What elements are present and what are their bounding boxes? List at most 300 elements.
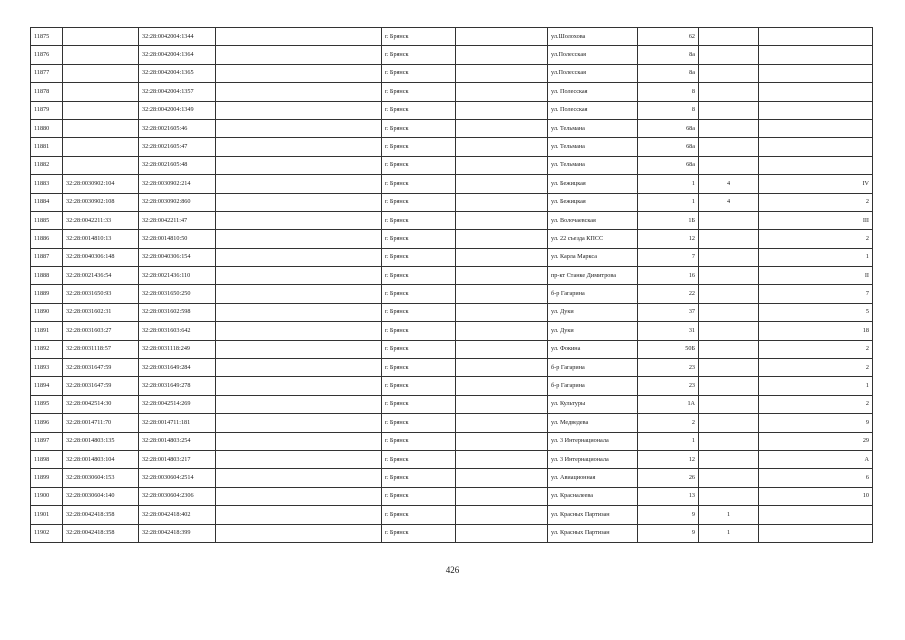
cell-blank: [456, 83, 548, 101]
cell-city: г. Брянск: [382, 46, 456, 64]
cell-apartment: 29: [759, 432, 873, 450]
cell-street: ул. Культуры: [548, 395, 638, 413]
cell-apartment: 7: [759, 285, 873, 303]
table-row: [31, 487, 873, 505]
cell-blank: [456, 64, 548, 82]
cell-building: [699, 340, 759, 358]
cell-parcel-number: 32:28:0030902:108: [63, 193, 139, 211]
cell-street: ул. Полесская: [548, 83, 638, 101]
cell-row-number: 11884: [31, 193, 63, 211]
cell-object-number: 32:28:0042004:1365: [139, 64, 216, 82]
cell-blank: [456, 211, 548, 229]
table-row: [31, 395, 873, 413]
cell-building: [699, 303, 759, 321]
cell-row-number: 11879: [31, 101, 63, 119]
cell-blank: [456, 487, 548, 505]
table-row: [31, 469, 873, 487]
cell-row-number: 11885: [31, 211, 63, 229]
cell-street: ул. Красных Партизан: [548, 524, 638, 542]
cell-house: 2: [638, 414, 699, 432]
cell-row-number: 11902: [31, 524, 63, 542]
cell-street: ул. 3 Интернационала: [548, 432, 638, 450]
cell-parcel-number: 32:28:0030902:104: [63, 175, 139, 193]
cell-street: ул. Тельмана: [548, 156, 638, 174]
cell-apartment: [759, 156, 873, 174]
cell-house: 13: [638, 487, 699, 505]
cell-blank: [216, 46, 382, 64]
cell-blank: [216, 248, 382, 266]
cell-row-number: 11882: [31, 156, 63, 174]
cell-blank: [216, 432, 382, 450]
cell-row-number: 11891: [31, 322, 63, 340]
cell-object-number: 32:28:0042418:402: [139, 506, 216, 524]
cell-city: г. Брянск: [382, 138, 456, 156]
cell-blank: [456, 377, 548, 395]
cell-blank: [456, 138, 548, 156]
cell-parcel-number: [63, 64, 139, 82]
cell-blank: [456, 432, 548, 450]
table-row: [31, 211, 873, 229]
cell-apartment: 6: [759, 469, 873, 487]
cell-parcel-number: 32:28:0042418:358: [63, 524, 139, 542]
cell-blank: [456, 450, 548, 468]
cell-blank: [216, 487, 382, 505]
cell-object-number: 32:28:0042418:399: [139, 524, 216, 542]
cell-city: г. Брянск: [382, 432, 456, 450]
cell-apartment: 2: [759, 359, 873, 377]
cell-street: ул. Тельмана: [548, 119, 638, 137]
cell-building: [699, 156, 759, 174]
cell-parcel-number: [63, 28, 139, 46]
table-row: [31, 322, 873, 340]
cell-building: [699, 101, 759, 119]
cell-city: г. Брянск: [382, 377, 456, 395]
cell-house: 1: [638, 432, 699, 450]
cell-row-number: 11897: [31, 432, 63, 450]
cell-row-number: 11898: [31, 450, 63, 468]
cell-row-number: 11875: [31, 28, 63, 46]
cell-apartment: 2: [759, 230, 873, 248]
cell-apartment: [759, 28, 873, 46]
cell-apartment: 2: [759, 395, 873, 413]
cell-row-number: 11880: [31, 119, 63, 137]
cell-blank: [216, 83, 382, 101]
table-row: [31, 450, 873, 468]
cell-apartment: III: [759, 211, 873, 229]
cell-blank: [216, 193, 382, 211]
cell-building: [699, 64, 759, 82]
cell-house: 62: [638, 28, 699, 46]
cell-apartment: [759, 64, 873, 82]
cell-parcel-number: 32:28:0031603:27: [63, 322, 139, 340]
table-row: [31, 138, 873, 156]
table-row: [31, 119, 873, 137]
cell-object-number: 32:28:0030604:2306: [139, 487, 216, 505]
cell-blank: [216, 377, 382, 395]
cell-parcel-number: [63, 138, 139, 156]
table-row: [31, 432, 873, 450]
cell-house: 9: [638, 524, 699, 542]
cell-building: [699, 28, 759, 46]
cell-city: г. Брянск: [382, 340, 456, 358]
cell-parcel-number: [63, 119, 139, 137]
cell-parcel-number: 32:28:0014803:135: [63, 432, 139, 450]
cell-object-number: 32:28:0042514:269: [139, 395, 216, 413]
cell-parcel-number: 32:28:0014810:13: [63, 230, 139, 248]
cell-object-number: 32:28:0031118:249: [139, 340, 216, 358]
cell-object-number: 32:28:0030604:2514: [139, 469, 216, 487]
cell-building: [699, 267, 759, 285]
page-number: 426: [445, 565, 460, 575]
cell-blank: [216, 506, 382, 524]
cell-city: г. Брянск: [382, 193, 456, 211]
cell-building: [699, 119, 759, 137]
cell-object-number: 32:28:0042004:1349: [139, 101, 216, 119]
cell-object-number: 32:28:0040306:154: [139, 248, 216, 266]
cell-blank: [456, 303, 548, 321]
cell-blank: [216, 469, 382, 487]
cell-apartment: А: [759, 450, 873, 468]
cell-city: г. Брянск: [382, 119, 456, 137]
cell-parcel-number: [63, 156, 139, 174]
cell-parcel-number: 32:28:0031118:57: [63, 340, 139, 358]
cell-object-number: 32:28:0031602:598: [139, 303, 216, 321]
cell-building: [699, 322, 759, 340]
cell-city: г. Брянск: [382, 230, 456, 248]
cell-blank: [216, 64, 382, 82]
cell-row-number: 11888: [31, 267, 63, 285]
cell-building: [699, 395, 759, 413]
cell-blank: [456, 395, 548, 413]
cell-row-number: 11899: [31, 469, 63, 487]
cell-parcel-number: [63, 83, 139, 101]
cell-building: [699, 248, 759, 266]
cell-object-number: 32:28:0021605:47: [139, 138, 216, 156]
cell-house: 7: [638, 248, 699, 266]
cell-blank: [456, 46, 548, 64]
cell-building: [699, 138, 759, 156]
cell-parcel-number: 32:28:0031647:59: [63, 359, 139, 377]
cell-house: 23: [638, 359, 699, 377]
cell-object-number: 32:28:0021605:48: [139, 156, 216, 174]
cell-row-number: 11900: [31, 487, 63, 505]
cell-city: г. Брянск: [382, 414, 456, 432]
cell-blank: [216, 267, 382, 285]
cell-building: [699, 487, 759, 505]
cell-house: 1: [638, 193, 699, 211]
cell-city: г. Брянск: [382, 175, 456, 193]
cell-street: ул. Медведева: [548, 414, 638, 432]
registry-table: [30, 27, 873, 543]
cell-object-number: 32:28:0042004:1357: [139, 83, 216, 101]
cell-blank: [456, 524, 548, 542]
cell-object-number: 32:28:0031649:284: [139, 359, 216, 377]
cell-house: 37: [638, 303, 699, 321]
cell-street: ул.Полесская: [548, 64, 638, 82]
cell-apartment: 1: [759, 248, 873, 266]
table-row: [31, 340, 873, 358]
cell-house: 9: [638, 506, 699, 524]
cell-city: г. Брянск: [382, 248, 456, 266]
table-row: [31, 267, 873, 285]
cell-street: ул. 22 съезда КПСС: [548, 230, 638, 248]
cell-house: 23: [638, 377, 699, 395]
cell-parcel-number: [63, 46, 139, 64]
cell-apartment: 2: [759, 193, 873, 211]
cell-building: [699, 285, 759, 303]
cell-blank: [216, 101, 382, 119]
cell-row-number: 11877: [31, 64, 63, 82]
cell-building: [699, 230, 759, 248]
cell-city: г. Брянск: [382, 303, 456, 321]
cell-house: 8: [638, 83, 699, 101]
cell-blank: [216, 303, 382, 321]
cell-parcel-number: 32:28:0031647:59: [63, 377, 139, 395]
cell-street: ул. Красных Партизан: [548, 506, 638, 524]
cell-blank: [216, 395, 382, 413]
cell-object-number: 32:28:0021605:46: [139, 119, 216, 137]
cell-building: 4: [699, 175, 759, 193]
cell-city: г. Брянск: [382, 285, 456, 303]
cell-city: г. Брянск: [382, 322, 456, 340]
table-row: [31, 101, 873, 119]
cell-building: [699, 414, 759, 432]
cell-apartment: [759, 83, 873, 101]
cell-city: г. Брянск: [382, 64, 456, 82]
cell-row-number: 11887: [31, 248, 63, 266]
cell-blank: [456, 28, 548, 46]
cell-city: г. Брянск: [382, 83, 456, 101]
cell-row-number: 11890: [31, 303, 63, 321]
cell-object-number: 32:28:0030902:214: [139, 175, 216, 193]
cell-apartment: 10: [759, 487, 873, 505]
cell-blank: [456, 101, 548, 119]
cell-apartment: [759, 101, 873, 119]
cell-blank: [216, 175, 382, 193]
cell-house: 31: [638, 322, 699, 340]
cell-row-number: 11893: [31, 359, 63, 377]
cell-blank: [456, 193, 548, 211]
cell-row-number: 11901: [31, 506, 63, 524]
cell-street: ул. Полесская: [548, 101, 638, 119]
cell-house: 22: [638, 285, 699, 303]
cell-house: 1А: [638, 395, 699, 413]
table-row: [31, 193, 873, 211]
table-row: [31, 524, 873, 542]
cell-parcel-number: 32:28:0014803:104: [63, 450, 139, 468]
cell-street: б-р Гагарина: [548, 285, 638, 303]
cell-blank: [456, 285, 548, 303]
cell-street: ул. Дуки: [548, 322, 638, 340]
cell-city: г. Брянск: [382, 524, 456, 542]
cell-blank: [456, 156, 548, 174]
cell-apartment: 18: [759, 322, 873, 340]
cell-blank: [456, 414, 548, 432]
cell-street: ул.Шолохова: [548, 28, 638, 46]
cell-blank: [456, 119, 548, 137]
cell-city: г. Брянск: [382, 450, 456, 468]
cell-building: 1: [699, 506, 759, 524]
cell-apartment: 5: [759, 303, 873, 321]
table-row: [31, 28, 873, 46]
cell-apartment: 2: [759, 340, 873, 358]
cell-object-number: 32:28:0042004:1344: [139, 28, 216, 46]
cell-blank: [216, 450, 382, 468]
cell-object-number: 32:28:0042004:1364: [139, 46, 216, 64]
table-row: [31, 506, 873, 524]
cell-house: 8а: [638, 46, 699, 64]
cell-street: ул.Полесская: [548, 46, 638, 64]
cell-city: г. Брянск: [382, 156, 456, 174]
cell-parcel-number: 32:28:0040306:148: [63, 248, 139, 266]
cell-blank: [456, 248, 548, 266]
table-row: [31, 156, 873, 174]
cell-street: ул. Авиационная: [548, 469, 638, 487]
cell-object-number: 32:28:0030902:860: [139, 193, 216, 211]
cell-blank: [216, 524, 382, 542]
table-body: [31, 28, 873, 543]
cell-building: [699, 469, 759, 487]
cell-city: г. Брянск: [382, 469, 456, 487]
cell-street: ул. Тельмана: [548, 138, 638, 156]
cell-apartment: 1: [759, 377, 873, 395]
cell-object-number: 32:28:0031650:250: [139, 285, 216, 303]
cell-building: [699, 359, 759, 377]
table-row: [31, 414, 873, 432]
cell-blank: [216, 119, 382, 137]
cell-apartment: [759, 138, 873, 156]
cell-house: 26: [638, 469, 699, 487]
cell-street: б-р Гагарина: [548, 377, 638, 395]
cell-building: [699, 83, 759, 101]
cell-building: [699, 450, 759, 468]
cell-object-number: 32:28:0014711:181: [139, 414, 216, 432]
cell-apartment: [759, 506, 873, 524]
cell-street: ул. 3 Интернационала: [548, 450, 638, 468]
cell-parcel-number: 32:28:0042514:30: [63, 395, 139, 413]
cell-object-number: 32:28:0021436:110: [139, 267, 216, 285]
table-row: [31, 230, 873, 248]
cell-parcel-number: 32:28:0031650:93: [63, 285, 139, 303]
cell-building: [699, 211, 759, 229]
cell-city: г. Брянск: [382, 267, 456, 285]
cell-object-number: 32:28:0014810:50: [139, 230, 216, 248]
cell-object-number: 32:28:0014803:254: [139, 432, 216, 450]
cell-street: пр-кт Станке Димитрова: [548, 267, 638, 285]
cell-city: г. Брянск: [382, 101, 456, 119]
cell-street: ул. Красналеева: [548, 487, 638, 505]
cell-street: ул. Карла Маркса: [548, 248, 638, 266]
cell-blank: [456, 230, 548, 248]
cell-blank: [456, 506, 548, 524]
cell-row-number: 11881: [31, 138, 63, 156]
table-row: [31, 64, 873, 82]
cell-parcel-number: 32:28:0042211:33: [63, 211, 139, 229]
cell-parcel-number: 32:28:0042418:358: [63, 506, 139, 524]
cell-blank: [216, 359, 382, 377]
cell-blank: [216, 414, 382, 432]
cell-city: г. Брянск: [382, 395, 456, 413]
table-row: [31, 303, 873, 321]
cell-parcel-number: 32:28:0021436:54: [63, 267, 139, 285]
cell-house: 8: [638, 101, 699, 119]
cell-blank: [456, 359, 548, 377]
cell-city: г. Брянск: [382, 28, 456, 46]
cell-blank: [216, 211, 382, 229]
cell-blank: [456, 175, 548, 193]
cell-house: 68а: [638, 138, 699, 156]
table-row: [31, 175, 873, 193]
cell-building: [699, 46, 759, 64]
cell-blank: [456, 267, 548, 285]
cell-street: б-р Гагарина: [548, 359, 638, 377]
cell-house: 12: [638, 450, 699, 468]
cell-parcel-number: 32:28:0031602:31: [63, 303, 139, 321]
table-row: [31, 248, 873, 266]
cell-street: ул. Фокина: [548, 340, 638, 358]
cell-blank: [216, 340, 382, 358]
cell-building: 4: [699, 193, 759, 211]
cell-house: 68а: [638, 119, 699, 137]
cell-blank: [216, 285, 382, 303]
cell-apartment: II: [759, 267, 873, 285]
cell-row-number: 11883: [31, 175, 63, 193]
table-row: [31, 46, 873, 64]
cell-blank: [216, 138, 382, 156]
cell-street: ул. Волочаевская: [548, 211, 638, 229]
cell-row-number: 11876: [31, 46, 63, 64]
cell-apartment: IV: [759, 175, 873, 193]
cell-blank: [216, 322, 382, 340]
cell-blank: [456, 340, 548, 358]
cell-street: ул. Бежицкая: [548, 193, 638, 211]
table-row: [31, 83, 873, 101]
table-row: [31, 285, 873, 303]
cell-house: 68а: [638, 156, 699, 174]
cell-object-number: 32:28:0014803:217: [139, 450, 216, 468]
cell-blank: [456, 322, 548, 340]
cell-street: ул. Бежицкая: [548, 175, 638, 193]
cell-apartment: [759, 524, 873, 542]
cell-city: г. Брянск: [382, 506, 456, 524]
table-row: [31, 377, 873, 395]
cell-row-number: 11878: [31, 83, 63, 101]
cell-object-number: 32:28:0031603:642: [139, 322, 216, 340]
cell-apartment: 9: [759, 414, 873, 432]
cell-apartment: [759, 46, 873, 64]
cell-row-number: 11892: [31, 340, 63, 358]
cell-house: 16: [638, 267, 699, 285]
cell-blank: [216, 156, 382, 174]
cell-row-number: 11895: [31, 395, 63, 413]
cell-house: 8а: [638, 64, 699, 82]
cell-house: 1: [638, 175, 699, 193]
cell-parcel-number: 32:28:0014711:70: [63, 414, 139, 432]
cell-city: г. Брянск: [382, 487, 456, 505]
cell-apartment: [759, 119, 873, 137]
cell-house: 1Б: [638, 211, 699, 229]
table-row: [31, 359, 873, 377]
cell-object-number: 32:28:0031649:278: [139, 377, 216, 395]
cell-building: 1: [699, 524, 759, 542]
cell-parcel-number: 32:28:0030604:140: [63, 487, 139, 505]
cell-row-number: 11894: [31, 377, 63, 395]
cell-parcel-number: 32:28:0030604:153: [63, 469, 139, 487]
cell-building: [699, 432, 759, 450]
cell-house: 12: [638, 230, 699, 248]
cell-row-number: 11889: [31, 285, 63, 303]
cell-parcel-number: [63, 101, 139, 119]
